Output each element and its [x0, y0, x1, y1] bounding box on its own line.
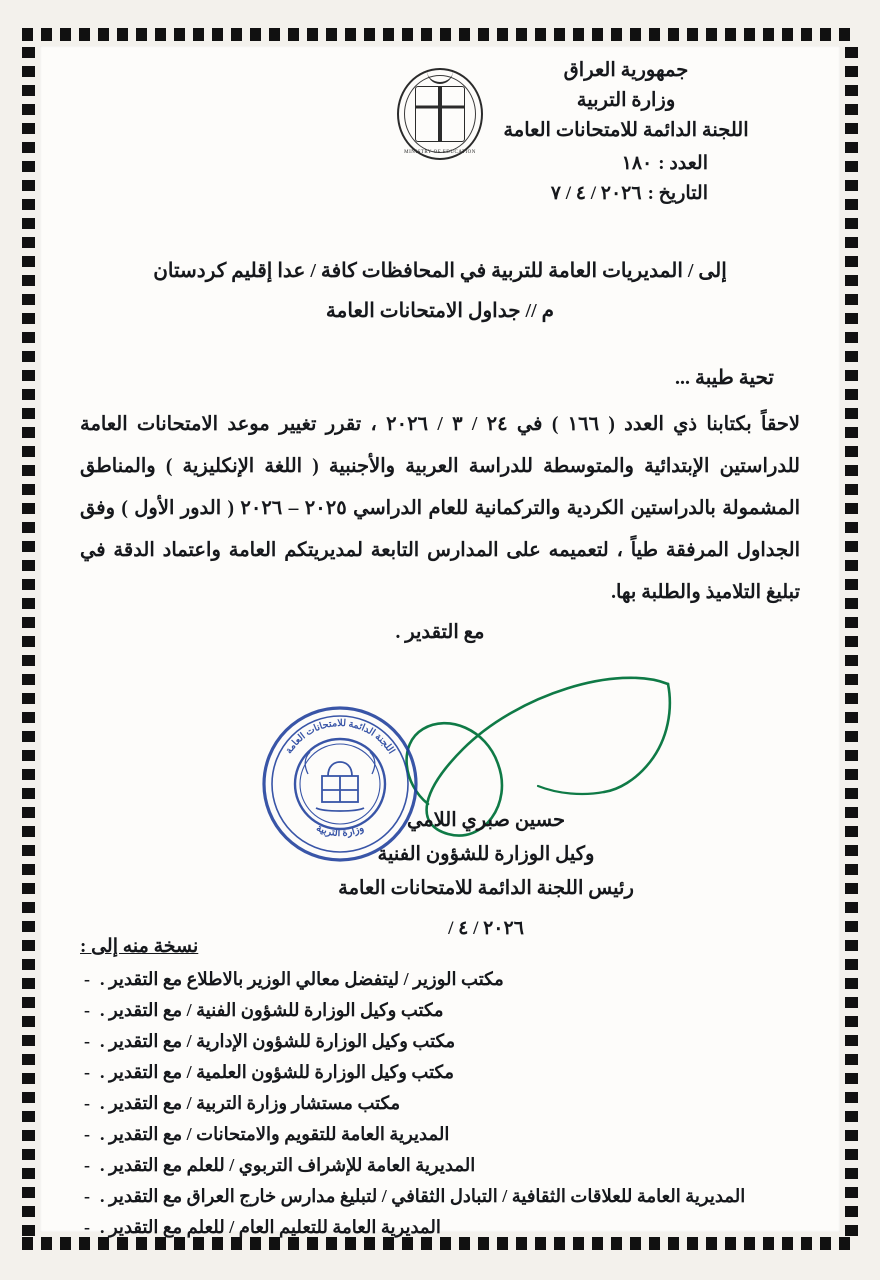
- document-date-value: ٢٠٢٦ / ٤ / ٧: [550, 183, 642, 205]
- letter-content: [40, 46, 840, 1237]
- cc-list-item: [78, 1212, 806, 1243]
- cc-item-dash: -: [84, 1061, 90, 1082]
- document-date-label: التاريخ :: [647, 183, 708, 205]
- signature-area: [74, 644, 806, 940]
- subject-line: م // جداول الامتحانات العامة: [325, 300, 555, 323]
- cc-item-text: مكتب الوزير / ليتفضل معالي الوزير بالاطلاع مع التقدير .: [100, 969, 504, 990]
- letterhead-line-2: وزارة التربية: [576, 90, 676, 112]
- cc-item-dash: -: [84, 1092, 90, 1113]
- ministry-emblem-icon: [397, 68, 483, 160]
- document-number-row: [500, 149, 760, 179]
- letter-body-paragraph: لاحقاً بكتابنا ذي العدد ( ١٦٦ ) في ٢٤ / ٣ / ٢٠٢٦ ، تقرر تغيير موعد الامتحانات العامة للدراستين الإبتدائية والمتوسطة للدراسة العربية والأجنبية ( اللغة الإنكليزية ) والمناطق المشمولة بالدراستين الكردية والتركمانية للعام الدراسي ٢٠٢٥ – ٢٠٢٦ ( الدور الأول ) وفق الجداول المرفقة طياً ، لتعميمه على المدارس التابعة لمديريتكم العامة واعتماد الدقة في تبليغ التلاميذ والطلبة بها.: [80, 414, 801, 604]
- cc-item-dash: -: [84, 1216, 90, 1237]
- letterhead: [74, 56, 806, 209]
- cc-item-dash: -: [84, 1000, 90, 1020]
- cc-item-text: المديرية العامة للعلاقات الثقافية / التبادل الثقافي / لتبليغ مدارس خارج العراق مع التقدير .: [100, 1185, 746, 1206]
- document-number-label: العدد :: [658, 152, 708, 174]
- recipient-line: إلى / المديريات العامة للتربية في المحافظات كافة / عدا إقليم كردستان: [153, 260, 727, 283]
- cc-list-item: [78, 1181, 806, 1212]
- cc-list-item: [78, 1026, 806, 1057]
- cc-item-dash: -: [84, 1154, 90, 1175]
- letterhead-line-3: اللجنة الدائمة للامتحانات العامة: [503, 120, 749, 142]
- recipient-block: [74, 251, 806, 331]
- emblem-caption: MINISTRY OF EDUCATION: [404, 150, 476, 155]
- cc-item-text: مكتب وكيل الوزارة للشؤون العلمية / مع التقدير .: [100, 1061, 455, 1082]
- closing-regards: مع التقدير .: [395, 622, 485, 644]
- document-date-row: [500, 179, 760, 209]
- signatory-title-2: رئيس اللجنة الدائمة للامتحانات العامة: [338, 878, 634, 900]
- cc-list-item: [78, 1150, 806, 1181]
- signatory-name: حسين صبري اللامي: [406, 810, 566, 832]
- cc-item-dash: -: [84, 969, 90, 990]
- cc-list-item: [78, 1119, 806, 1150]
- svg-text:وزارة التربية: وزارة التربية: [314, 822, 366, 840]
- greeting-line: تحية طيبة ...: [675, 367, 774, 390]
- cc-item-text: مكتب وكيل الوزارة للشؤون الفنية / مع التقدير .: [100, 1000, 444, 1020]
- cc-section: [74, 935, 806, 1243]
- cc-item-dash: -: [84, 1123, 90, 1144]
- letterhead-titles: [476, 56, 776, 147]
- document-number-value: ١٨٠: [621, 152, 653, 174]
- cc-item-text: المديرية العامة للتعليم العام / للعلم مع التقدير .: [100, 1216, 441, 1237]
- cc-list-item: [78, 1088, 806, 1119]
- signatory-title-1: وكيل الوزارة للشؤون الفنية: [377, 844, 595, 866]
- cc-item-dash: -: [84, 1185, 90, 1206]
- letterhead-line-1: جمهورية العراق: [563, 60, 689, 81]
- letter-body: [74, 404, 806, 614]
- svg-text:اللجنة الدائمة للامتحانات العا: اللجنة الدائمة للامتحانات العامة: [284, 719, 396, 756]
- cc-item-text: المديرية العامة للإشراف التربوي / للعلم مع التقدير .: [100, 1154, 476, 1175]
- cc-list-item: [78, 964, 806, 995]
- signature-block: [276, 804, 696, 946]
- signature-date: ٢٠٢٦ / ٤ /: [448, 918, 524, 940]
- cc-item-text: المديرية العامة للتقويم والامتحانات / مع التقدير .: [100, 1123, 450, 1144]
- cc-list-item: [78, 995, 806, 1026]
- cc-item-text: مكتب وكيل الوزارة للشؤون الإدارية / مع التقدير .: [100, 1030, 456, 1051]
- document-meta: [500, 149, 760, 210]
- cc-list: [78, 964, 806, 1243]
- cc-title: نسخة منه إلى :: [80, 936, 199, 958]
- cc-list-item: [78, 1057, 806, 1088]
- cc-item-dash: -: [84, 1030, 90, 1051]
- cc-item-text: مكتب مستشار وزارة التربية / مع التقدير .: [100, 1092, 401, 1113]
